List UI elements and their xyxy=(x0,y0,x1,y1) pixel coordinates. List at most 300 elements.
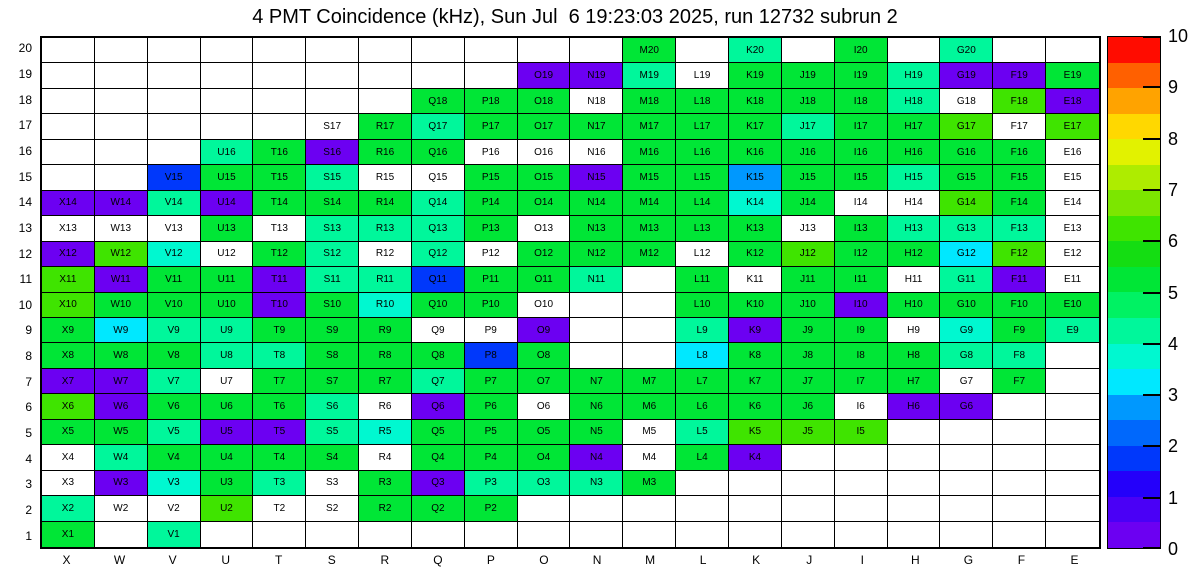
heatmap-cell: X5 xyxy=(42,420,95,445)
heatmap-cell: P7 xyxy=(465,369,518,394)
heatmap-cell xyxy=(306,63,359,88)
heatmap-cell: R10 xyxy=(359,293,412,318)
colorbar-band xyxy=(1108,267,1160,293)
x-axis-tick-label: R xyxy=(380,553,390,567)
heatmap-cell xyxy=(95,522,148,547)
x-axis-tick-label: E xyxy=(1070,553,1079,567)
heatmap-cell: G16 xyxy=(940,140,993,165)
heatmap-cell: V5 xyxy=(148,420,201,445)
heatmap-cell: L4 xyxy=(676,445,729,470)
y-axis-tick-label: 19 xyxy=(18,66,32,81)
heatmap-cell: V3 xyxy=(148,471,201,496)
heatmap-cell: W8 xyxy=(95,343,148,368)
heatmap-cell: W12 xyxy=(95,242,148,267)
y-axis-tick-label: 3 xyxy=(25,477,32,492)
heatmap-cell: V15 xyxy=(148,165,201,190)
heatmap-cell: E10 xyxy=(1046,293,1099,318)
heatmap-cell: S4 xyxy=(306,445,359,470)
heatmap-cell xyxy=(359,63,412,88)
heatmap-cell xyxy=(993,420,1046,445)
heatmap-cell: P3 xyxy=(465,471,518,496)
heatmap-cell: R7 xyxy=(359,369,412,394)
heatmap-cell: L16 xyxy=(676,140,729,165)
heatmap-cell: P5 xyxy=(465,420,518,445)
heatmap-cell: G20 xyxy=(940,38,993,63)
heatmap-cell: U11 xyxy=(201,267,254,292)
colorbar-band xyxy=(1108,139,1160,165)
heatmap-cell: K8 xyxy=(729,343,782,368)
heatmap-cell: H19 xyxy=(888,63,941,88)
heatmap-cell: H16 xyxy=(888,140,941,165)
heatmap-cell: W5 xyxy=(95,420,148,445)
heatmap-cell xyxy=(1046,522,1099,547)
colorbar-band xyxy=(1108,420,1160,446)
heatmap-cell: V2 xyxy=(148,496,201,521)
heatmap-cell xyxy=(729,522,782,547)
heatmap-cell: G9 xyxy=(940,318,993,343)
heatmap-cell xyxy=(201,38,254,63)
heatmap-cell: K6 xyxy=(729,394,782,419)
colorbar-band xyxy=(1108,497,1160,523)
heatmap-cell: I16 xyxy=(835,140,888,165)
heatmap-cell: O5 xyxy=(518,420,571,445)
heatmap-cell: T2 xyxy=(253,496,306,521)
heatmap-cell: O13 xyxy=(518,216,571,241)
heatmap-cell: O10 xyxy=(518,293,571,318)
heatmap-cell: T3 xyxy=(253,471,306,496)
heatmap-cell: S2 xyxy=(306,496,359,521)
heatmap-cell xyxy=(623,318,676,343)
heatmap-cell: J6 xyxy=(782,394,835,419)
heatmap-cell: L15 xyxy=(676,165,729,190)
heatmap-cell: E16 xyxy=(1046,140,1099,165)
heatmap-cell: F12 xyxy=(993,242,1046,267)
heatmap-cell xyxy=(782,471,835,496)
heatmap-cell xyxy=(1046,343,1099,368)
heatmap-cell: I7 xyxy=(835,369,888,394)
heatmap-cell: E13 xyxy=(1046,216,1099,241)
x-axis-tick-label: W xyxy=(113,553,126,567)
colorbar-tick xyxy=(1143,445,1161,447)
heatmap-cell: P9 xyxy=(465,318,518,343)
heatmap-cell: M7 xyxy=(623,369,676,394)
heatmap-cell: N18 xyxy=(570,89,623,114)
heatmap-cell: R14 xyxy=(359,191,412,216)
heatmap-cell xyxy=(676,496,729,521)
colorbar-tick xyxy=(1143,292,1161,294)
heatmap-cell: V12 xyxy=(148,242,201,267)
heatmap-cell: M18 xyxy=(623,89,676,114)
heatmap-cell xyxy=(993,522,1046,547)
heatmap-cell: M5 xyxy=(623,420,676,445)
heatmap-cell xyxy=(993,445,1046,470)
heatmap-cell: R9 xyxy=(359,318,412,343)
heatmap-cell xyxy=(201,114,254,139)
colorbar-tick-label: 6 xyxy=(1168,231,1179,252)
heatmap-cell: J19 xyxy=(782,63,835,88)
heatmap-cell: P14 xyxy=(465,191,518,216)
heatmap-cell: R3 xyxy=(359,471,412,496)
heatmap-cell: I12 xyxy=(835,242,888,267)
heatmap-cell: J18 xyxy=(782,89,835,114)
heatmap-cell xyxy=(518,522,571,547)
heatmap-cell: K5 xyxy=(729,420,782,445)
heatmap-cell xyxy=(95,140,148,165)
heatmap-cell xyxy=(570,38,623,63)
heatmap-cell: W4 xyxy=(95,445,148,470)
heatmap-cell xyxy=(993,471,1046,496)
heatmap-cell: I8 xyxy=(835,343,888,368)
heatmap-cell: E14 xyxy=(1046,191,1099,216)
heatmap-cell: H18 xyxy=(888,89,941,114)
heatmap-cell: N3 xyxy=(570,471,623,496)
heatmap-cell: H10 xyxy=(888,293,941,318)
heatmap-cell: E12 xyxy=(1046,242,1099,267)
colorbar-band xyxy=(1108,241,1160,267)
heatmap-cell: I6 xyxy=(835,394,888,419)
heatmap-cell: F13 xyxy=(993,216,1046,241)
heatmap-cell xyxy=(782,496,835,521)
heatmap-cell: P17 xyxy=(465,114,518,139)
heatmap-cell xyxy=(201,522,254,547)
heatmap-cell xyxy=(940,445,993,470)
x-axis-tick-label: J xyxy=(806,553,813,567)
heatmap-cell: Q16 xyxy=(412,140,465,165)
heatmap-cell: N7 xyxy=(570,369,623,394)
x-axis-tick-label: L xyxy=(699,553,707,567)
y-axis-tick-label: 10 xyxy=(18,297,32,312)
heatmap-cell xyxy=(201,63,254,88)
heatmap-cell xyxy=(729,496,782,521)
heatmap-cell xyxy=(623,267,676,292)
heatmap-cell: I13 xyxy=(835,216,888,241)
heatmap-cell xyxy=(835,496,888,521)
heatmap-cell: N12 xyxy=(570,242,623,267)
y-axis-tick-label: 16 xyxy=(18,143,32,158)
heatmap-cell: T13 xyxy=(253,216,306,241)
heatmap-cell: K7 xyxy=(729,369,782,394)
heatmap-cell xyxy=(95,89,148,114)
y-axis-tick-label: 4 xyxy=(25,451,32,466)
y-axis-tick-label: 5 xyxy=(25,426,32,441)
heatmap-cell: T10 xyxy=(253,293,306,318)
heatmap-cell: W9 xyxy=(95,318,148,343)
heatmap-cell: W10 xyxy=(95,293,148,318)
heatmap-cell: R13 xyxy=(359,216,412,241)
heatmap-cell: L10 xyxy=(676,293,729,318)
heatmap-cell: F14 xyxy=(993,191,1046,216)
y-axis-tick-label: 12 xyxy=(18,246,32,261)
heatmap-cell: T11 xyxy=(253,267,306,292)
heatmap-cell: U14 xyxy=(201,191,254,216)
x-axis-tick-label: M xyxy=(645,553,656,567)
y-axis-tick-label: 6 xyxy=(25,400,32,415)
heatmap-cell xyxy=(888,38,941,63)
heatmap-cell: X13 xyxy=(42,216,95,241)
heatmap-cell: U7 xyxy=(201,369,254,394)
heatmap-cell: Q9 xyxy=(412,318,465,343)
colorbar-band xyxy=(1108,216,1160,242)
heatmap-cell: P2 xyxy=(465,496,518,521)
colorbar-tick-label: 8 xyxy=(1168,128,1179,149)
heatmap-cell: E17 xyxy=(1046,114,1099,139)
y-axis-tick-label: 20 xyxy=(18,41,32,56)
colorbar-band xyxy=(1108,165,1160,191)
heatmap-cell: O19 xyxy=(518,63,571,88)
heatmap-cell: U13 xyxy=(201,216,254,241)
heatmap-cell: K12 xyxy=(729,242,782,267)
heatmap-cell xyxy=(42,63,95,88)
heatmap-cell: R4 xyxy=(359,445,412,470)
heatmap-cell: T5 xyxy=(253,420,306,445)
heatmap-cell: G14 xyxy=(940,191,993,216)
heatmap-cell: M12 xyxy=(623,242,676,267)
colorbar-tick-label: 9 xyxy=(1168,77,1179,98)
heatmap-cell: K15 xyxy=(729,165,782,190)
heatmap-cell: O14 xyxy=(518,191,571,216)
heatmap-cell: G12 xyxy=(940,242,993,267)
heatmap-cell: T14 xyxy=(253,191,306,216)
heatmap-cell: N15 xyxy=(570,165,623,190)
heatmap-cell: F16 xyxy=(993,140,1046,165)
heatmap-cell: F19 xyxy=(993,63,1046,88)
heatmap-cell: K4 xyxy=(729,445,782,470)
heatmap-cell: K11 xyxy=(729,267,782,292)
heatmap-cell: H11 xyxy=(888,267,941,292)
heatmap-cell: G15 xyxy=(940,165,993,190)
heatmap-cell: W11 xyxy=(95,267,148,292)
heatmap-cell: H17 xyxy=(888,114,941,139)
x-axis-tick-label: K xyxy=(752,553,761,567)
heatmap-cell xyxy=(42,38,95,63)
heatmap-cell: N4 xyxy=(570,445,623,470)
heatmap-cell: O12 xyxy=(518,242,571,267)
heatmap-cell xyxy=(940,420,993,445)
heatmap-cell xyxy=(465,63,518,88)
heatmap-cell: N5 xyxy=(570,420,623,445)
heatmap-cell: V10 xyxy=(148,293,201,318)
heatmap-cell xyxy=(1046,369,1099,394)
heatmap-cell: P8 xyxy=(465,343,518,368)
heatmap-cell: N19 xyxy=(570,63,623,88)
colorbar-band xyxy=(1108,318,1160,344)
y-axis-tick-label: 7 xyxy=(25,374,32,389)
heatmap-cell xyxy=(835,445,888,470)
heatmap-cell: T15 xyxy=(253,165,306,190)
colorbar-tick xyxy=(1143,547,1161,549)
heatmap-cell: S17 xyxy=(306,114,359,139)
heatmap-cell xyxy=(253,114,306,139)
heatmap-cell: S5 xyxy=(306,420,359,445)
heatmap-cell xyxy=(570,318,623,343)
heatmap-cell: M15 xyxy=(623,165,676,190)
colorbar-band xyxy=(1108,369,1160,395)
heatmap-cell xyxy=(888,420,941,445)
heatmap-cell: E9 xyxy=(1046,318,1099,343)
x-axis-tick-label: Q xyxy=(433,553,443,567)
heatmap-cell: G13 xyxy=(940,216,993,241)
heatmap-cell xyxy=(253,89,306,114)
heatmap-cell xyxy=(570,496,623,521)
heatmap-cell: S15 xyxy=(306,165,359,190)
heatmap-cell xyxy=(570,522,623,547)
x-axis-tick-label: F xyxy=(1017,553,1026,567)
heatmap-cell xyxy=(518,38,571,63)
heatmap-cell: M3 xyxy=(623,471,676,496)
heatmap-cell: P16 xyxy=(465,140,518,165)
heatmap-cell: F18 xyxy=(993,89,1046,114)
heatmap-cell xyxy=(95,38,148,63)
heatmap-cell: M4 xyxy=(623,445,676,470)
heatmap-cell xyxy=(835,471,888,496)
heatmap-cell: H13 xyxy=(888,216,941,241)
y-axis-tick-label: 9 xyxy=(25,323,32,338)
heatmap-cell: L7 xyxy=(676,369,729,394)
heatmap-cell: R17 xyxy=(359,114,412,139)
heatmap-cell: P12 xyxy=(465,242,518,267)
heatmap-cell: F10 xyxy=(993,293,1046,318)
heatmap-cell xyxy=(570,343,623,368)
heatmap-cell: E15 xyxy=(1046,165,1099,190)
heatmap-cell: J16 xyxy=(782,140,835,165)
heatmap-cell: J13 xyxy=(782,216,835,241)
heatmap-cell: M19 xyxy=(623,63,676,88)
heatmap-cell: G8 xyxy=(940,343,993,368)
heatmap-cell: L13 xyxy=(676,216,729,241)
heatmap-cell: V9 xyxy=(148,318,201,343)
heatmap-cell: J5 xyxy=(782,420,835,445)
heatmap-cell: O15 xyxy=(518,165,571,190)
heatmap-cell: Q3 xyxy=(412,471,465,496)
colorbar-tick-label: 1 xyxy=(1168,487,1179,508)
heatmap-cell: U16 xyxy=(201,140,254,165)
heatmap-cell: T12 xyxy=(253,242,306,267)
heatmap-cell: R6 xyxy=(359,394,412,419)
x-axis-tick-label: P xyxy=(486,553,495,567)
colorbar-tick xyxy=(1143,138,1161,140)
heatmap-cell xyxy=(201,89,254,114)
heatmap-cell: S6 xyxy=(306,394,359,419)
heatmap-cell: F15 xyxy=(993,165,1046,190)
heatmap-cell: X2 xyxy=(42,496,95,521)
heatmap-cell: Q18 xyxy=(412,89,465,114)
heatmap-cell xyxy=(1046,471,1099,496)
heatmap-cell: X6 xyxy=(42,394,95,419)
heatmap-cell: K14 xyxy=(729,191,782,216)
heatmap-cell: G7 xyxy=(940,369,993,394)
heatmap-cell: I10 xyxy=(835,293,888,318)
heatmap-cell xyxy=(359,38,412,63)
heatmap-cell: K20 xyxy=(729,38,782,63)
heatmap-cell: S14 xyxy=(306,191,359,216)
heatmap-cell xyxy=(676,522,729,547)
heatmap-cell: Q15 xyxy=(412,165,465,190)
heatmap-cell: H8 xyxy=(888,343,941,368)
heatmap-cell: O11 xyxy=(518,267,571,292)
heatmap-cell: W3 xyxy=(95,471,148,496)
heatmap-cell: O3 xyxy=(518,471,571,496)
heatmap-cell xyxy=(623,496,676,521)
heatmap-cell xyxy=(993,394,1046,419)
colorbar-band xyxy=(1108,63,1160,89)
x-axis-tick-label: X xyxy=(62,553,71,567)
heatmap-cell: O7 xyxy=(518,369,571,394)
heatmap-cell: P15 xyxy=(465,165,518,190)
heatmap-cell: U3 xyxy=(201,471,254,496)
heatmap-cell: L5 xyxy=(676,420,729,445)
heatmap-cell: T7 xyxy=(253,369,306,394)
heatmap-cell xyxy=(306,522,359,547)
heatmap-cell: M16 xyxy=(623,140,676,165)
heatmap-cell xyxy=(42,140,95,165)
colorbar-band xyxy=(1108,446,1160,472)
heatmap-cell xyxy=(676,38,729,63)
colorbar-tick xyxy=(1143,86,1161,88)
heatmap-cell xyxy=(95,114,148,139)
heatmap-cell xyxy=(623,343,676,368)
heatmap-cell: F11 xyxy=(993,267,1046,292)
heatmap-cell xyxy=(1046,496,1099,521)
heatmap-cell: X12 xyxy=(42,242,95,267)
colorbar-tick xyxy=(1143,394,1161,396)
heatmap-cell: Q13 xyxy=(412,216,465,241)
heatmap-cell: G19 xyxy=(940,63,993,88)
heatmap-cell xyxy=(888,445,941,470)
heatmap-cell: O16 xyxy=(518,140,571,165)
x-axis-tick-label: S xyxy=(327,553,336,567)
heatmap-cell: H14 xyxy=(888,191,941,216)
heatmap-cell: Q12 xyxy=(412,242,465,267)
heatmap-cell: R16 xyxy=(359,140,412,165)
heatmap-cell xyxy=(835,522,888,547)
heatmap-cell: V13 xyxy=(148,216,201,241)
heatmap-cell: K17 xyxy=(729,114,782,139)
colorbar-tick-label: 3 xyxy=(1168,385,1179,406)
heatmap-cell: L8 xyxy=(676,343,729,368)
heatmap-cell xyxy=(1046,420,1099,445)
heatmap-cell: N17 xyxy=(570,114,623,139)
heatmap-cell: Q4 xyxy=(412,445,465,470)
heatmap-cell: S12 xyxy=(306,242,359,267)
heatmap-cell xyxy=(148,38,201,63)
heatmap-cell: H7 xyxy=(888,369,941,394)
heatmap-cell: K10 xyxy=(729,293,782,318)
heatmap-cell: L17 xyxy=(676,114,729,139)
heatmap-cell xyxy=(148,140,201,165)
heatmap-cell: W2 xyxy=(95,496,148,521)
heatmap-cell: O18 xyxy=(518,89,571,114)
heatmap-cell: O6 xyxy=(518,394,571,419)
colorbar-band xyxy=(1108,190,1160,216)
colorbar-tick xyxy=(1143,240,1161,242)
heatmap-cell: N14 xyxy=(570,191,623,216)
heatmap-cell: Q14 xyxy=(412,191,465,216)
y-axis-tick-label: 14 xyxy=(18,195,32,210)
heatmap-cell: H12 xyxy=(888,242,941,267)
heatmap-cell xyxy=(253,63,306,88)
heatmap-cell xyxy=(888,471,941,496)
x-axis-tick-label: V xyxy=(168,553,177,567)
heatmap-cell: X7 xyxy=(42,369,95,394)
heatmap-cell: V1 xyxy=(148,522,201,547)
heatmap-cell: M6 xyxy=(623,394,676,419)
heatmap-cell: J15 xyxy=(782,165,835,190)
heatmap-cell xyxy=(148,63,201,88)
heatmap-cell: E19 xyxy=(1046,63,1099,88)
heatmap-cell: I5 xyxy=(835,420,888,445)
colorbar-tick-label: 2 xyxy=(1168,436,1179,457)
x-axis-tick-label: I xyxy=(860,553,864,567)
